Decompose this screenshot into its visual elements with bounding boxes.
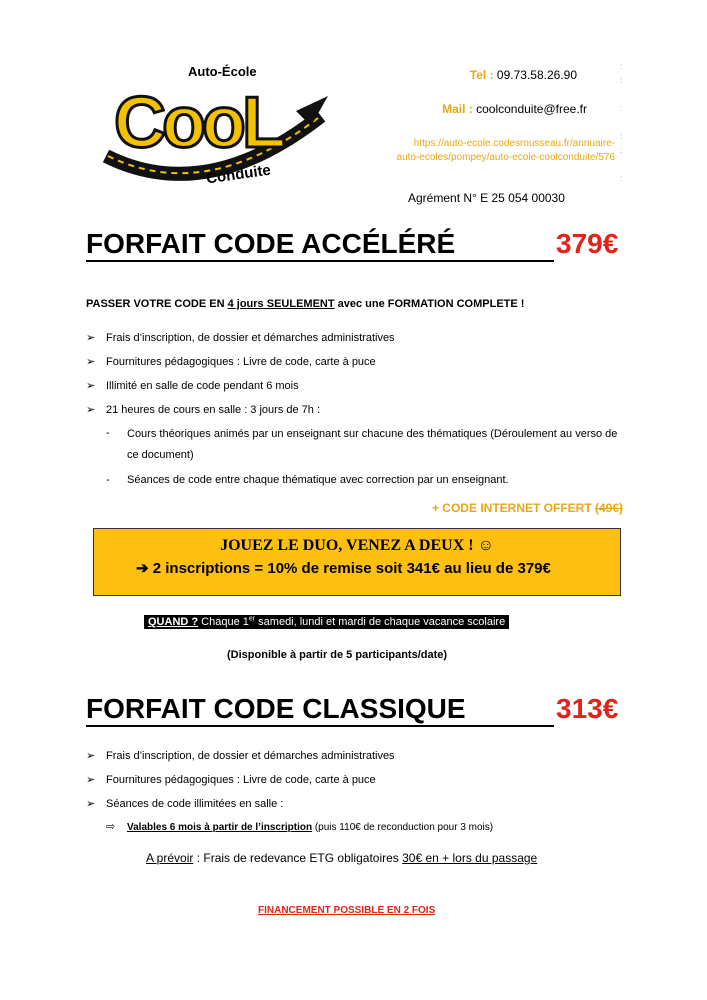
- dash-bullet: -: [106, 474, 110, 486]
- financement-note: FINANCEMENT POSSIBLE EN 2 FOIS: [258, 905, 436, 916]
- arrow-bullet-icon: ➢: [86, 356, 96, 368]
- margin-dots: : : : : : :: [620, 62, 623, 183]
- arrow-bullet-icon: ➢: [86, 332, 96, 344]
- sub-list-item: Séances de code entre chaque thématique avec correction par un enseignant.: [127, 474, 509, 486]
- quand-highlight: [144, 615, 509, 629]
- duo-text: ➔ 2 inscriptions = 10% de remise soit 341€ au lieu de 379€: [136, 560, 551, 577]
- offer-strike-price: (49€): [594, 501, 623, 515]
- intro-text-3: avec une FORMATION COMPLETE !: [334, 298, 525, 310]
- intro-text-2: 4 jours SEULEMENT: [227, 298, 335, 310]
- arrow-bullet-icon: ➢: [86, 404, 96, 416]
- website-link[interactable]: [397, 137, 615, 165]
- prevoir-mid: : Frais de redevance ETG obligatoires: [193, 851, 403, 865]
- logo: [96, 56, 328, 196]
- list-item: Illimité en salle de code pendant 6 mois: [106, 380, 299, 392]
- tel-label: Tel :: [469, 68, 494, 82]
- validity-bold: Valables 6 mois à partir de l’inscription: [127, 822, 313, 833]
- mail-line: [442, 102, 587, 116]
- arrow-bullet-icon: ➢: [86, 380, 96, 392]
- list-item: 21 heures de cours en salle : 3 jours de 7h :: [106, 404, 321, 416]
- offer-line: [432, 501, 623, 515]
- prevoir-label: A prévoir: [146, 851, 194, 865]
- tel-line: [470, 68, 577, 82]
- accelere-title-underline: [86, 260, 554, 262]
- logo-bottom-text: Conduite: [205, 161, 272, 188]
- website-url-line2: auto-ecoles/pompey/auto-ecole-coolconduite/576: [396, 152, 615, 163]
- list-item: Frais d’inscription, de dossier et démarches administratives: [106, 750, 395, 762]
- accelere-title: FORFAIT CODE ACCÉLÉRÉ: [86, 228, 456, 259]
- logo-main-text: CooL: [114, 83, 282, 163]
- arrow-bullet-icon: ➢: [86, 798, 96, 810]
- dash-bullet: -: [106, 427, 110, 439]
- list-item: Frais d’inscription, de dossier et démarches administratives: [106, 332, 395, 344]
- list-item: Fournitures pédagogiques : Livre de code, carte à puce: [106, 356, 376, 368]
- quand-label: QUAND ?: [148, 616, 199, 628]
- intro-text-1: PASSER VOTRE CODE EN: [86, 298, 228, 310]
- list-item: Fournitures pédagogiques : Livre de code, carte à puce: [106, 774, 376, 786]
- classique-price: 313€: [556, 693, 619, 724]
- quand-sup: er: [248, 615, 256, 623]
- hollow-arrow-icon: ⇨: [106, 821, 116, 833]
- disponibilite: (Disponible à partir de 5 participants/date): [227, 649, 448, 661]
- mail-label: Mail :: [442, 102, 473, 116]
- quand-text-a: Chaque 1: [198, 616, 249, 628]
- classique-title: FORFAIT CODE CLASSIQUE: [86, 693, 466, 724]
- validity-rest: (puis 110€ de reconduction pour 3 mois): [312, 822, 494, 833]
- website-url-line1: https://auto-ecole.codesrousseau.fr/annuaire-: [413, 138, 615, 149]
- classique-title-underline: [86, 725, 554, 727]
- arrow-bullet-icon: ➢: [86, 774, 96, 786]
- prevoir-line: [146, 851, 537, 865]
- tel-value[interactable]: 09.73.58.26.90: [496, 68, 577, 82]
- prevoir-end: 30€ en + lors du passage: [402, 851, 538, 865]
- arrow-bullet-icon: ➢: [86, 750, 96, 762]
- agrement: Agrément N° E 25 054 00030: [408, 191, 565, 205]
- quand-line: [144, 612, 509, 630]
- logo-top-text: Auto-École: [188, 64, 257, 79]
- sub-list-item: Cours théoriques animés par un enseignant sur chacune des thématiques (Déroulement au verso de ce document): [127, 428, 618, 461]
- quand-text-b: samedi, lundi et mardi de chaque vacance scolaire: [255, 616, 506, 628]
- mail-value[interactable]: coolconduite@free.fr: [476, 102, 587, 116]
- duo-promo-box: [93, 528, 621, 596]
- validity-line: [127, 822, 493, 833]
- duo-title: JOUEZ LE DUO, VENEZ A DEUX ! ☺: [220, 537, 494, 554]
- accelere-price: 379€: [556, 228, 619, 259]
- list-item: Séances de code illimitées en salle :: [106, 798, 284, 810]
- accelere-intro: [86, 298, 524, 310]
- offer-text: + CODE INTERNET OFFERT: [431, 501, 595, 515]
